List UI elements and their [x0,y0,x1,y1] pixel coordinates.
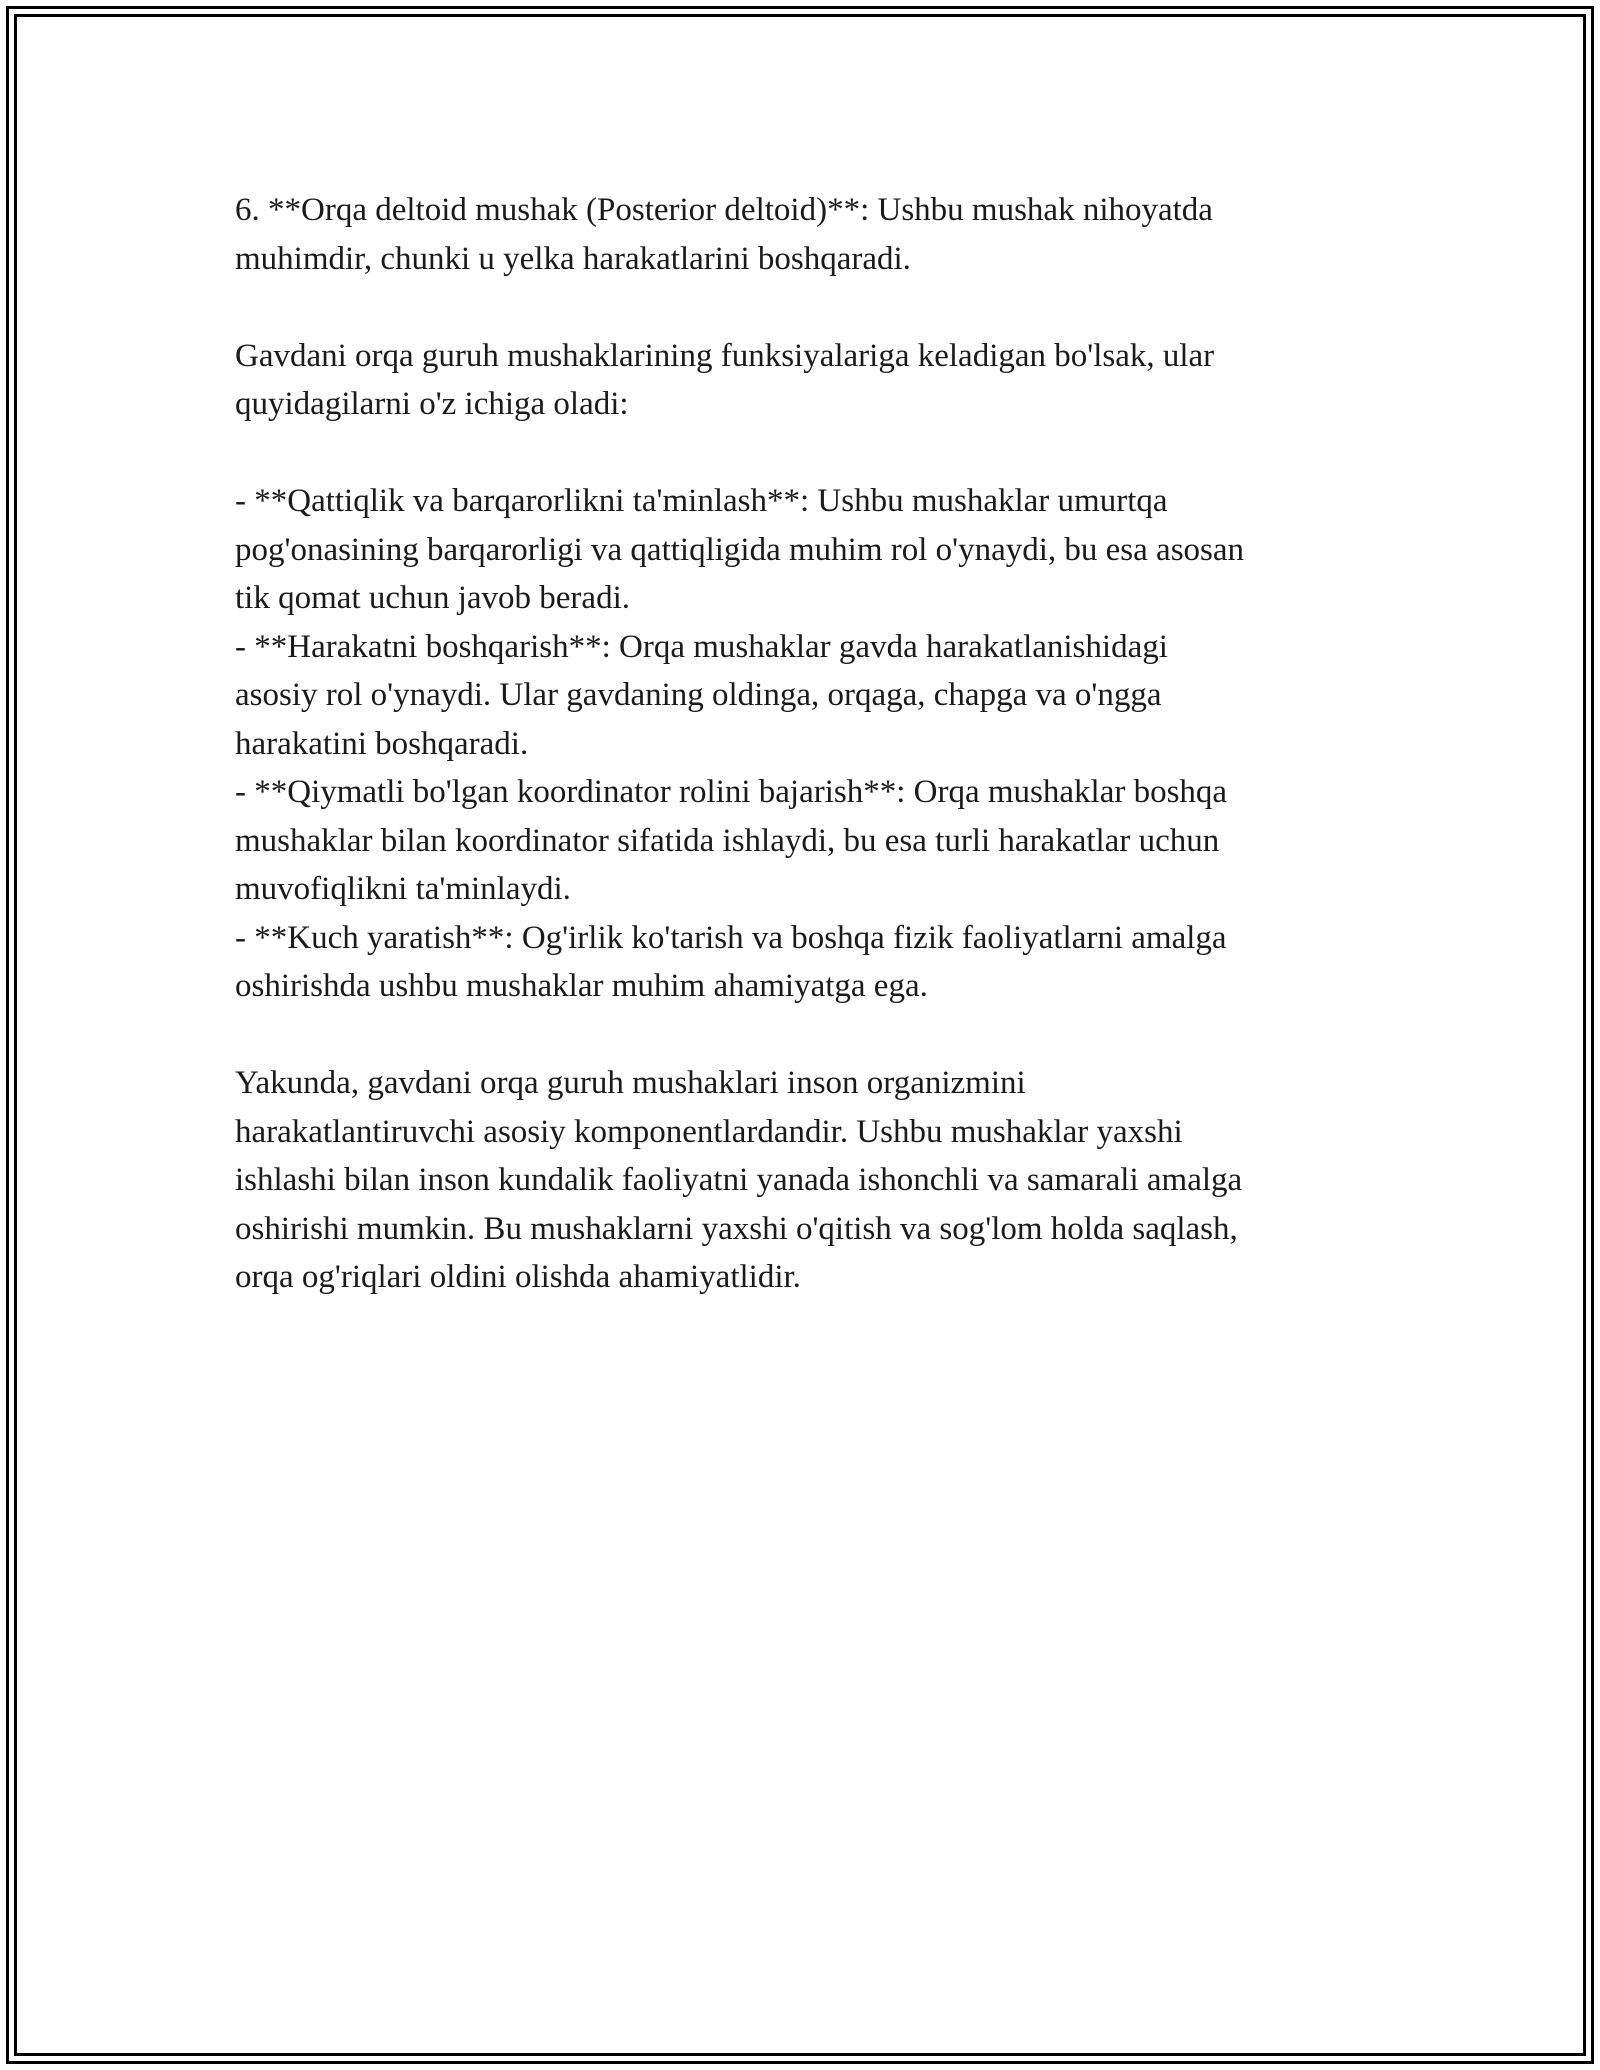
list-item-line: - **Kuch yaratish**: Og'irlik ko'tarish va boshqa fizik faoliyatlarni amalga [235,919,1227,956]
text-line: Yakunda, gavdani orqa guruh mushaklari inson organizmini [235,1065,1026,1101]
list-item-line: - **Qattiqlik va barqarorlikni ta'minlash**: Ushbu mushaklar umurtqa [235,483,1168,519]
paragraph-functions-intro [235,332,1385,429]
list-item-line: pog'onasining barqarorligi va qattiqligida muhim rol o'ynaydi, bu esa asosan [235,531,1245,568]
list-item-line: harakatini boshqaradi. [235,725,529,762]
text-line: harakatlantiruvchi asosiy komponentlardandir. Ushbu mushaklar yaxshi [235,1113,1183,1150]
text-line: ishlashi bilan inson kundalik faoliyatni yanada ishonchli va samarali amalga [235,1162,1243,1198]
text-line: quyidagilarni o'z ichiga oladi: [235,386,629,422]
list-item-line: - **Harakatni boshqarish**: Orqa mushaklar gavda harakatlanishidagi [235,628,1168,665]
text-line: 6. **Orqa deltoid mushak (Posterior deltoid)**: Ushbu mushak nihoyatda [235,192,1213,228]
document-body [235,186,1385,1302]
list-item-line: - **Qiymatli bo'lgan koordinator rolini bajarish**: Orqa mushaklar boshqa [235,774,1228,810]
list-item-line: muvofiqlikni ta'minlaydi. [235,871,571,907]
list-item-line: oshirishda ushbu mushaklar muhim ahamiyatga ega. [235,968,928,1004]
list-item-line: tik qomat uchun javob beradi. [235,580,630,616]
text-line: oshirishi mumkin. Bu mushaklarni yaxshi o'qitish va sog'lom holda saqlash, [235,1210,1238,1247]
list-item-line: mushaklar bilan koordinator sifatida ishlaydi, bu esa turli harakatlar uchun [235,822,1220,859]
text-line: Gavdani orqa guruh mushaklarining funksiyalariga keladigan bo'lsak, ular [235,337,1215,374]
text-line: orqa og'riqlari oldini olishda ahamiyatlidir. [235,1259,801,1295]
paragraph-posterior-deltoid [235,186,1385,283]
paragraph-conclusion [235,1059,1385,1302]
list-item-line: asosiy rol o'ynaydi. Ular gavdaning oldinga, orqaga, chapga va o'ngga [235,677,1162,713]
text-line: muhimdir, chunki u yelka harakatlarini boshqaradi. [235,240,911,277]
paragraph-functions-list [235,477,1385,1011]
